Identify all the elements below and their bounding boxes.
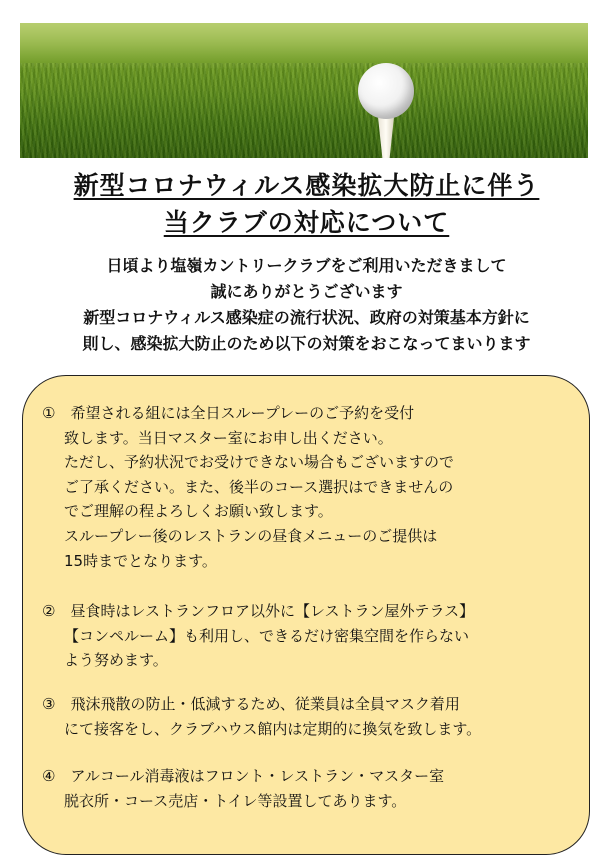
notice-item-4-line-2: 脱衣所・コース売店・トイレ等設置してあります。	[64, 791, 407, 810]
notice-item-2	[42, 599, 562, 673]
notice-item-2-line-1: ② 昼食時はレストランフロア以外に【レストラン屋外テラス】	[42, 602, 475, 620]
title-line-2: 当クラブの対応について	[163, 208, 450, 237]
intro-line-1: 日頃より塩嶺カントリークラブをご利用いただきまして	[106, 256, 507, 275]
notice-item-3	[42, 692, 562, 741]
notice-item-2-line-2: 【コンペルーム】も利用し、できるだけ密集空間を作らない	[64, 626, 470, 645]
notice-item-1-line-3: ただし、予約状況でお受けできない場合もございますので	[64, 453, 455, 472]
header-image	[20, 23, 588, 158]
background-blur	[20, 23, 588, 68]
golf-ball-icon	[358, 63, 414, 119]
notice-item-1-line-1: ① 希望される組には全日スループレーのご予約を受付	[42, 404, 415, 422]
intro-line-4: 則し、感染拡大防止のため以下の対策をおこなってまいります	[82, 334, 531, 353]
title-line-1: 新型コロナウィルス感染拡大防止に伴う	[73, 171, 540, 200]
intro-line-3: 新型コロナウィルス感染症の流行状況、政府の対策基本方針に	[83, 308, 530, 327]
notice-item-1-line-4: ご了承ください。また、後半のコース選択はできませんの	[64, 477, 454, 496]
notice-item-3-line-2: にて接客をし、クラブハウス館内は定期的に換気を致します。	[64, 719, 482, 738]
intro-line-2: 誠にありがとうございます	[210, 282, 403, 301]
grass-texture	[20, 63, 588, 158]
page-subtitle	[0, 203, 613, 239]
notice-item-1	[42, 401, 562, 573]
page-title	[0, 166, 613, 202]
notice-item-3-line-1: ③ 飛沫飛散の防止・低減するため、従業員は全員マスク着用	[42, 695, 460, 713]
notice-item-2-line-3: よう努めます。	[64, 651, 168, 670]
notice-item-1-line-2: 致します。当日マスター室にお申し出ください。	[64, 428, 393, 447]
notice-item-4-line-1: ④ アルコール消毒液はフロント・レストラン・マスター室	[42, 767, 445, 785]
notice-item-1-line-5: でご理解の程よろしくお願い致します。	[64, 502, 333, 521]
notice-item-1-line-7: 15時までとなります。	[64, 551, 217, 570]
notice-item-4	[42, 764, 562, 813]
notice-item-1-line-6: スループレー後のレストランの昼食メニューのご提供は	[64, 526, 438, 545]
